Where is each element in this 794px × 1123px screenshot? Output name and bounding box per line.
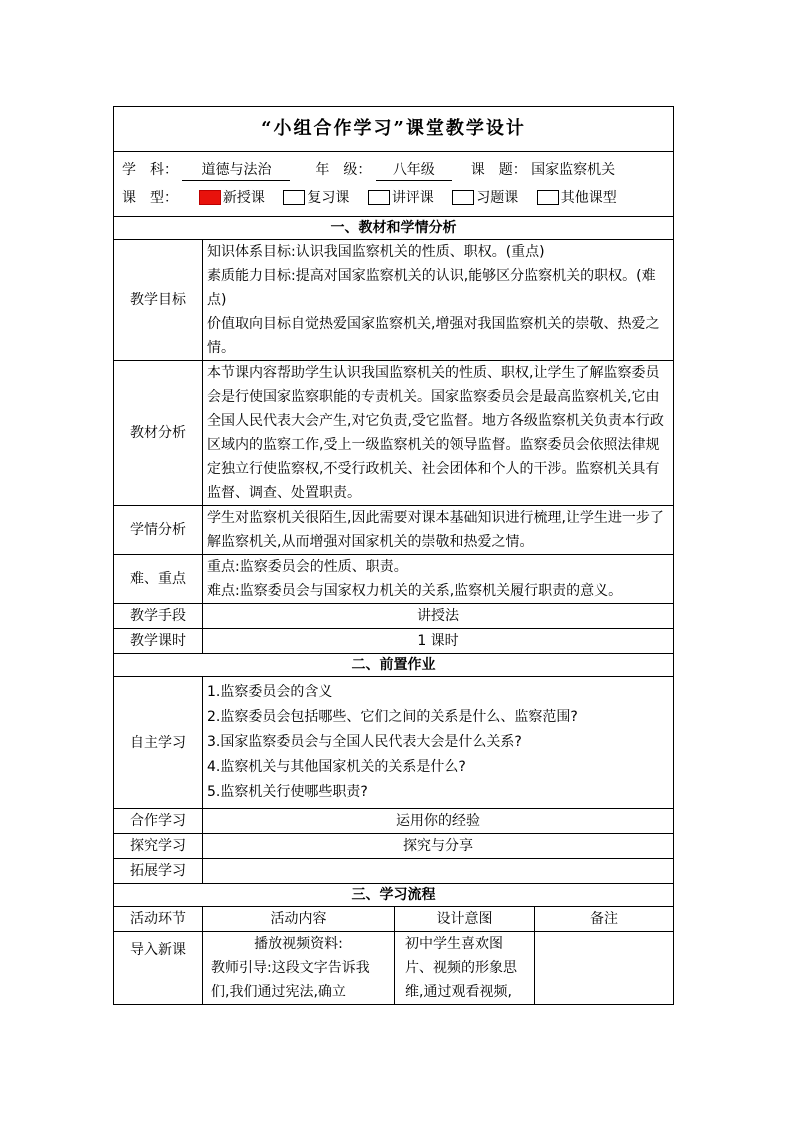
self-study-item: 2.监察委员会包括哪些、它们之间的关系是什么、监察范围? — [207, 709, 578, 725]
hours-label: 教学课时 — [114, 629, 203, 654]
self-study-label: 自主学习 — [114, 677, 203, 809]
student-text: 学生对监察机关很陌生,因此需要对课本基础知识进行梳理,让学生进一步了解监察机关,从而增强对国家机关的崇敬和热爱之情。 — [203, 506, 674, 555]
self-study-item: 1.监察委员会的含义 — [207, 684, 333, 700]
header-info — [114, 152, 674, 217]
key-point-difficult: 难点:监察委员会与国家权力机关的关系,监察机关履行职责的意义。 — [207, 583, 623, 599]
column-header-stage: 活动环节 — [114, 907, 203, 932]
header-row-1 — [122, 156, 665, 184]
subject-value: 道德与法治 — [182, 160, 290, 181]
grade-value: 八年级 — [376, 160, 452, 181]
subject-label: 学 科： — [122, 162, 178, 178]
course-type-other-label: 其他课型 — [560, 190, 617, 206]
stage-intro: 导入新课 — [114, 932, 203, 1005]
coop-label: 合作学习 — [114, 809, 203, 834]
content-intro-line-1: 播放视频资料: — [254, 936, 343, 952]
key-label: 难、重点 — [114, 555, 203, 604]
goals-label: 教学目标 — [114, 240, 203, 361]
explore-label: 探究学习 — [114, 834, 203, 859]
checkbox-exercise[interactable] — [452, 190, 474, 205]
content-intro-line-2: 教师引导:这段文字告诉我们,我们通过宪法,确立 — [211, 960, 370, 1000]
goal-value: 价值取向目标自觉热爱国家监察机关,增强对我国监察机关的崇敬、热爱之情。 — [207, 316, 660, 356]
lesson-plan-table — [113, 106, 674, 1005]
checkbox-new-checked[interactable] — [199, 190, 221, 205]
student-label: 学情分析 — [114, 506, 203, 555]
method-value: 讲授法 — [203, 604, 674, 629]
course-type-comment-label: 讲评课 — [391, 190, 434, 206]
section1-heading: 一、教材和学情分析 — [114, 217, 674, 240]
header-row-2 — [122, 184, 665, 212]
intent-intro: 初中学生喜欢图片、视频的形象思维,通过观看视频, — [395, 932, 535, 1005]
self-study-cell — [203, 677, 674, 809]
self-study-item: 5.监察机关行使哪些职责? — [207, 784, 368, 800]
extend-label: 拓展学习 — [114, 859, 203, 884]
content-intro-cell — [203, 932, 395, 1005]
grade-label: 年 级： — [315, 162, 372, 178]
checkbox-review[interactable] — [283, 190, 305, 205]
goal-ability: 素质能力目标:提高对国家监察机关的认识,能够区分监察机关的职权。(难点) — [207, 268, 656, 308]
course-type-other[interactable] — [537, 184, 617, 212]
self-study-item: 4.监察机关与其他国家机关的关系是什么? — [207, 759, 466, 775]
course-type-review[interactable] — [283, 184, 349, 212]
note-intro — [535, 932, 674, 1005]
material-text: 本节课内容帮助学生认识我国监察机关的性质、职权,让学生了解监察委员会是行使国家监察职能的专责机关。国家监察委员会是最高监察机关,它由全国人民代表大会产生,对它负责,受它监督。地方各级监察机关负责本行政区域内的监察工作,受上一级监察机关的领导监督。监察委员会依照法律规定独立行使监察权,不受行政机关、社会团体和个人的干涉。监察机关具有监督、调查、处置职责。 — [203, 361, 674, 506]
course-type-label: 课 型： — [122, 190, 178, 206]
goal-knowledge: 知识体系目标:认识我国监察机关的性质、职权。(重点) — [207, 244, 545, 260]
course-type-exercise-label: 习题课 — [476, 190, 519, 206]
column-header-note: 备注 — [535, 907, 674, 932]
course-type-new-label: 新授课 — [222, 190, 265, 206]
topic-label: 课 题： — [470, 162, 527, 178]
section3-heading: 三、学习流程 — [114, 884, 674, 907]
column-header-content: 活动内容 — [203, 907, 395, 932]
method-label: 教学手段 — [114, 604, 203, 629]
checkbox-other[interactable] — [537, 190, 559, 205]
course-type-comment[interactable] — [368, 184, 434, 212]
key-point-main: 重点:监察委员会的性质、职责。 — [207, 559, 408, 575]
course-type-new[interactable] — [199, 184, 265, 212]
topic-value: 国家监察机关 — [531, 162, 616, 178]
course-type-review-label: 复习课 — [307, 190, 350, 206]
course-type-exercise[interactable] — [452, 184, 518, 212]
section2-heading: 二、前置作业 — [114, 654, 674, 677]
self-study-item: 3.国家监察委员会与全国人民代表大会是什么关系? — [207, 734, 522, 750]
coop-value: 运用你的经验 — [203, 809, 674, 834]
material-label: 教材分析 — [114, 361, 203, 506]
goals-cell — [203, 240, 674, 361]
page-title: “小组合作学习”课堂教学设计 — [114, 107, 674, 152]
hours-value: 1 课时 — [203, 629, 674, 654]
checkbox-comment[interactable] — [368, 190, 390, 205]
key-points-cell — [203, 555, 674, 604]
explore-value: 探究与分享 — [203, 834, 674, 859]
extend-value — [203, 859, 674, 884]
column-header-intent: 设计意图 — [395, 907, 535, 932]
